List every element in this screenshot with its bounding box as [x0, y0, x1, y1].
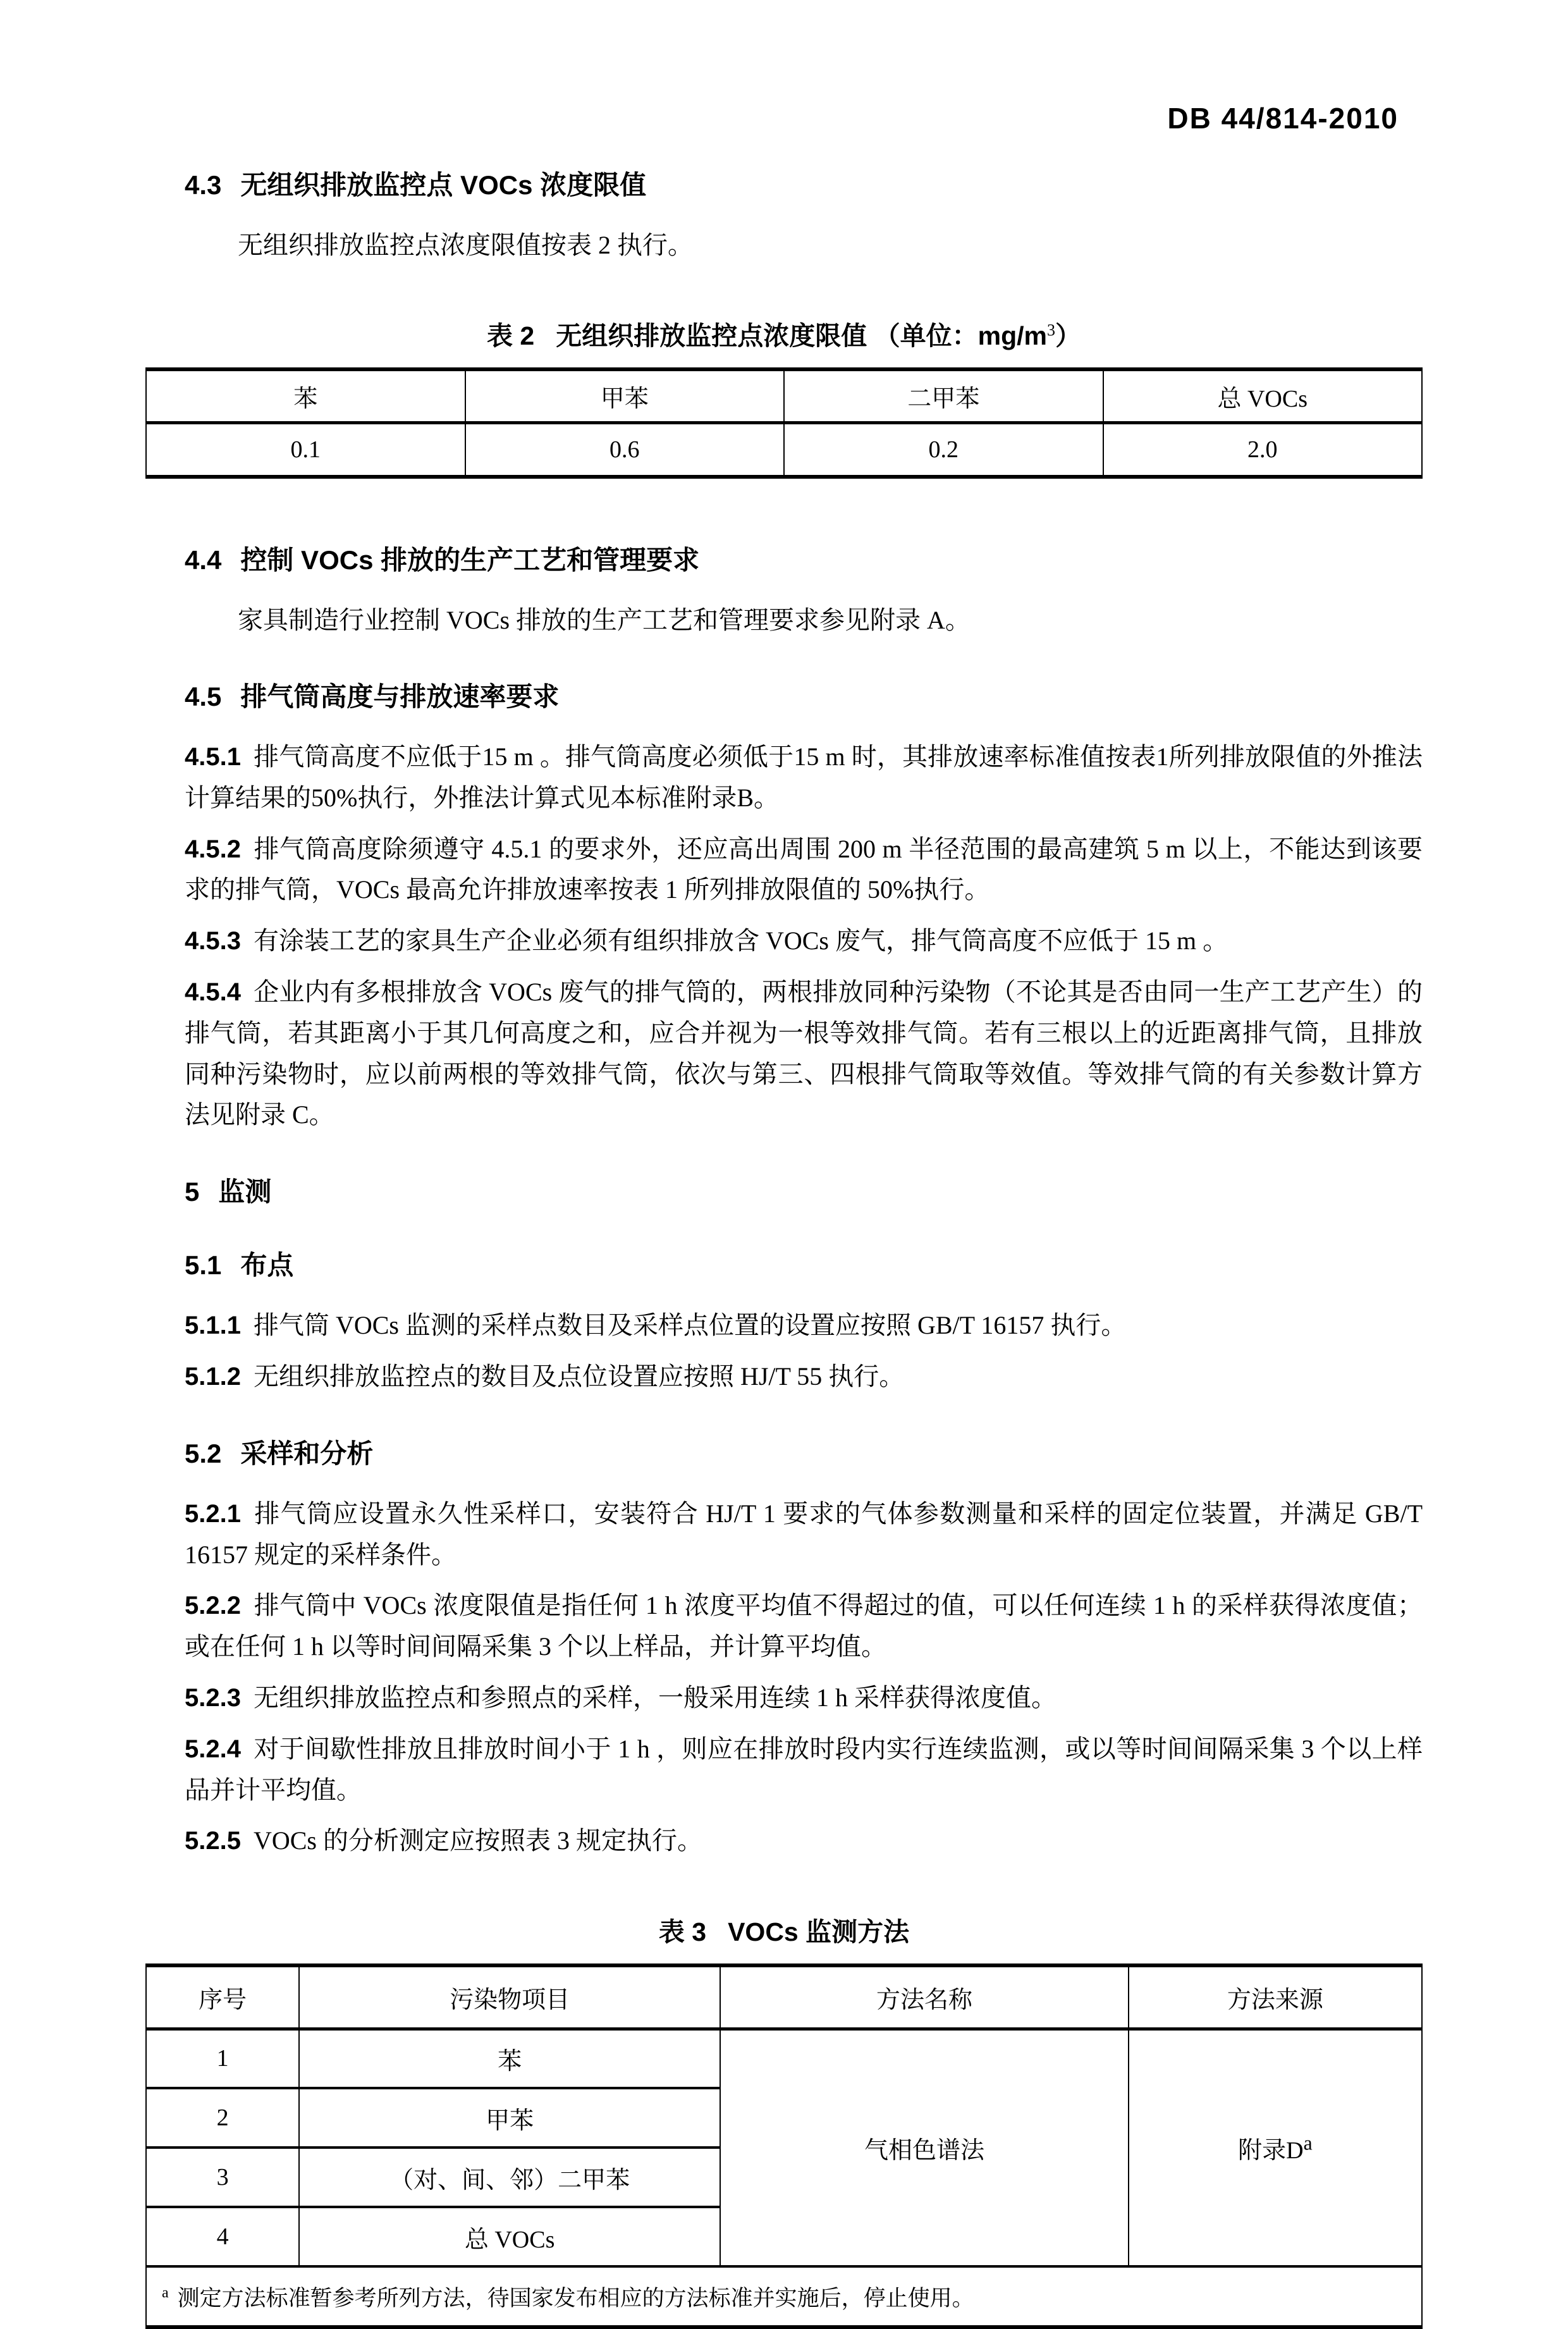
table-3-footnote-row: [146, 2266, 1422, 2327]
section-title: 监测: [218, 1177, 272, 1207]
table-3: [145, 1963, 1423, 2329]
table-2-header-row: [146, 369, 1422, 422]
section-heading-5-1: [185, 1244, 1423, 1282]
table-2-value-toluene: 0.6: [465, 422, 785, 477]
section-title: 采样和分析: [240, 1438, 374, 1468]
section-number: 4.5: [185, 682, 222, 711]
clause-5-2-1: [185, 1494, 1423, 1576]
table-3-caption: [145, 1911, 1423, 1948]
clause-text: 排气筒高度除须遵守 4.5.1 的要求外，还应高出周围 200 m 半径范围的最高建筑 5 m 以上，不能达到该要求的排气筒，VOCs 最高允许排放速率按表 1 所列排放限值的 50%执行。: [185, 834, 1423, 904]
table-2: [145, 367, 1423, 479]
clause-text: 企业内有多根排放含 VOCs 废气的排气筒的，两根排放同种污染物（不论其是否由同一生产工艺产生）的排气筒，若其距离小于其几何高度之和，应合并视为一根等效排气筒。若有三根以上的近距离排气筒，且排放同种污染物时，应以前两根的等效排气筒，依次与第三、四根排气筒取等效值。等效排气筒的有关参数计算方法见附录 C。: [185, 977, 1423, 1129]
table-2-title: 无组织排放监控点浓度限值: [556, 321, 867, 350]
clause-text: 排气筒高度不应低于15 m 。排气筒高度必须低于15 m 时，其排放速率标准值按表1所列排放限值的外推法计算结果的50%执行，外推法计算式见本标准附录B。: [185, 742, 1423, 812]
clause-text: VOCs 的分析测定应按照表 3 规定执行。: [253, 1826, 702, 1855]
clause-number: 5.2.4: [185, 1735, 241, 1763]
clause-5-2-2: [185, 1585, 1423, 1668]
method-source-text: 附录D: [1238, 2137, 1304, 2164]
section-heading-4-5: [185, 676, 1423, 714]
section-number: 4.4: [185, 545, 222, 575]
table-2-caption: [145, 315, 1423, 352]
table-2-value-xylene: 0.2: [784, 422, 1103, 477]
table-2-unit: （单位：mg/m: [867, 321, 1047, 350]
table-3-no: 1: [146, 2029, 299, 2088]
clause-4-5-1: [185, 737, 1423, 819]
clause-number: 5.2.2: [185, 1592, 241, 1620]
clause-number: 4.5.3: [185, 927, 241, 956]
table-2-value-row: [146, 422, 1422, 477]
method-name-text: 气相色谱法: [864, 2137, 984, 2164]
clause-number: 5.1.2: [185, 1362, 241, 1391]
table-2-header-toluene: 甲苯: [465, 369, 785, 422]
table-3-no: 3: [146, 2148, 299, 2207]
section-number: 5: [185, 1177, 200, 1207]
table-2-label: 表 2: [487, 321, 535, 350]
footnote-marker: a: [162, 2284, 169, 2301]
section-heading-4-3: [185, 164, 1423, 202]
clause-number: 5.1.1: [185, 1312, 241, 1340]
table-3-label: 表 3: [658, 1917, 707, 1947]
section-title: 控制 VOCs 排放的生产工艺和管理要求: [240, 545, 700, 575]
clause-5-2-3: [185, 1678, 1423, 1719]
section-number: 5.1: [185, 1250, 222, 1281]
clause-number: 4.5.4: [185, 978, 241, 1006]
section-heading-5-2: [185, 1433, 1423, 1471]
table-3-row: [146, 2029, 1422, 2088]
clause-number: 4.5.1: [185, 743, 241, 771]
section-title: 无组织排放监控点 VOCs 浓度限值: [240, 170, 647, 200]
table-3-pollutant: （对、间、邻）二甲苯: [299, 2148, 720, 2207]
section-number: 4.3: [185, 170, 222, 200]
table-3-method-name-cell: [720, 2029, 1129, 2266]
clause-4-5-4: [185, 972, 1423, 1136]
table-2-value-total-vocs: 2.0: [1103, 422, 1423, 477]
table-2-header-total-vocs: 总 VOCs: [1103, 369, 1423, 422]
clause-text: 无组织排放监控点的数目及点位设置应按照 HJ/T 55 执行。: [253, 1361, 905, 1391]
table-3-header-no: 序号: [146, 1965, 299, 2029]
table-3-no: 2: [146, 2088, 299, 2148]
table-2-header-xylene: 二甲苯: [784, 369, 1103, 422]
method-source-footnote-marker: a: [1303, 2132, 1313, 2154]
table-3-header-row: [146, 1965, 1422, 2029]
spacer: [145, 479, 1423, 504]
clause-number: 5.2.3: [185, 1683, 241, 1712]
clause-number: 5.2.1: [185, 1499, 241, 1528]
table-3-footnote: [146, 2266, 1422, 2327]
standard-code: DB 44/814-2010: [1167, 102, 1399, 135]
table-3-title: VOCs 监测方法: [728, 1917, 910, 1947]
table-3-pollutant: 苯: [299, 2029, 720, 2088]
clause-5-2-5: [185, 1821, 1423, 1862]
table-3-method-source-cell: [1129, 2029, 1422, 2266]
clause-5-1-2: [185, 1356, 1423, 1398]
table-3-no: 4: [146, 2207, 299, 2266]
clause-number: 4.5.2: [185, 835, 241, 863]
clause-4-5-3: [185, 921, 1423, 962]
table-2-value-benzene: 0.1: [146, 422, 465, 477]
table-3-pollutant: 总 VOCs: [299, 2207, 720, 2266]
section-heading-4-4: [185, 539, 1423, 577]
clause-text: 无组织排放监控点和参照点的采样，一般采用连续 1 h 采样获得浓度值。: [253, 1683, 1057, 1712]
paragraph-4-3: 无组织排放监控点浓度限值按表 2 执行。: [238, 231, 693, 259]
table-3-header-pollutant: 污染物项目: [299, 1965, 720, 2029]
clause-4-5-2: [185, 829, 1423, 911]
section-title: 布点: [240, 1250, 294, 1281]
paragraph-4-4: 家具制造行业控制 VOCs 排放的生产工艺和管理要求参见附录 A。: [238, 606, 971, 634]
clause-text: 排气筒应设置永久性采样口，安装符合 HJ/T 1 要求的气体参数测量和采样的固定位装置，并满足 GB/T 16157 规定的采样条件。: [185, 1499, 1423, 1569]
table-3-header-method-source: 方法来源: [1129, 1965, 1422, 2029]
clause-number: 5.2.5: [185, 1827, 241, 1855]
footnote-text: 测定方法标准暂参考所列方法，待国家发布相应的方法标准并实施后，停止使用。: [177, 2285, 974, 2311]
clause-5-1-1: [185, 1305, 1423, 1346]
clause-text: 有涂装工艺的家具生产企业必须有组织排放含 VOCs 废气，排气筒高度不应低于 15 m 。: [253, 926, 1228, 956]
section-title: 排气筒高度与排放速率要求: [240, 682, 560, 711]
table-3-pollutant: 甲苯: [299, 2088, 720, 2148]
section-heading-5: [185, 1171, 1423, 1209]
table-2-header-benzene: 苯: [146, 369, 465, 422]
table-2-unit-close: ）: [1055, 321, 1081, 350]
clause-text: 排气筒 VOCs 监测的采样点数目及采样点位置的设置应按照 GB/T 16157 执行。: [253, 1311, 1127, 1340]
section-number: 5.2: [185, 1438, 222, 1468]
table-3-header-method-name: 方法名称: [720, 1965, 1129, 2029]
clause-text: 对于间歇性排放且排放时间小于 1 h ，则应在排放时段内实行连续监测，或以等时间间隔采集 3 个以上样品并计平均值。: [185, 1734, 1423, 1804]
table-2-unit-exponent: 3: [1046, 321, 1055, 340]
clause-5-2-4: [185, 1729, 1423, 1811]
clause-text: 排气筒中 VOCs 浓度限值是指任何 1 h 浓度平均值不得超过的值，可以任何连续 1 h 的采样获得浓度值；或在任何 1 h 以等时间间隔采集 3 个以上样品，并计算平均值。: [185, 1591, 1423, 1661]
